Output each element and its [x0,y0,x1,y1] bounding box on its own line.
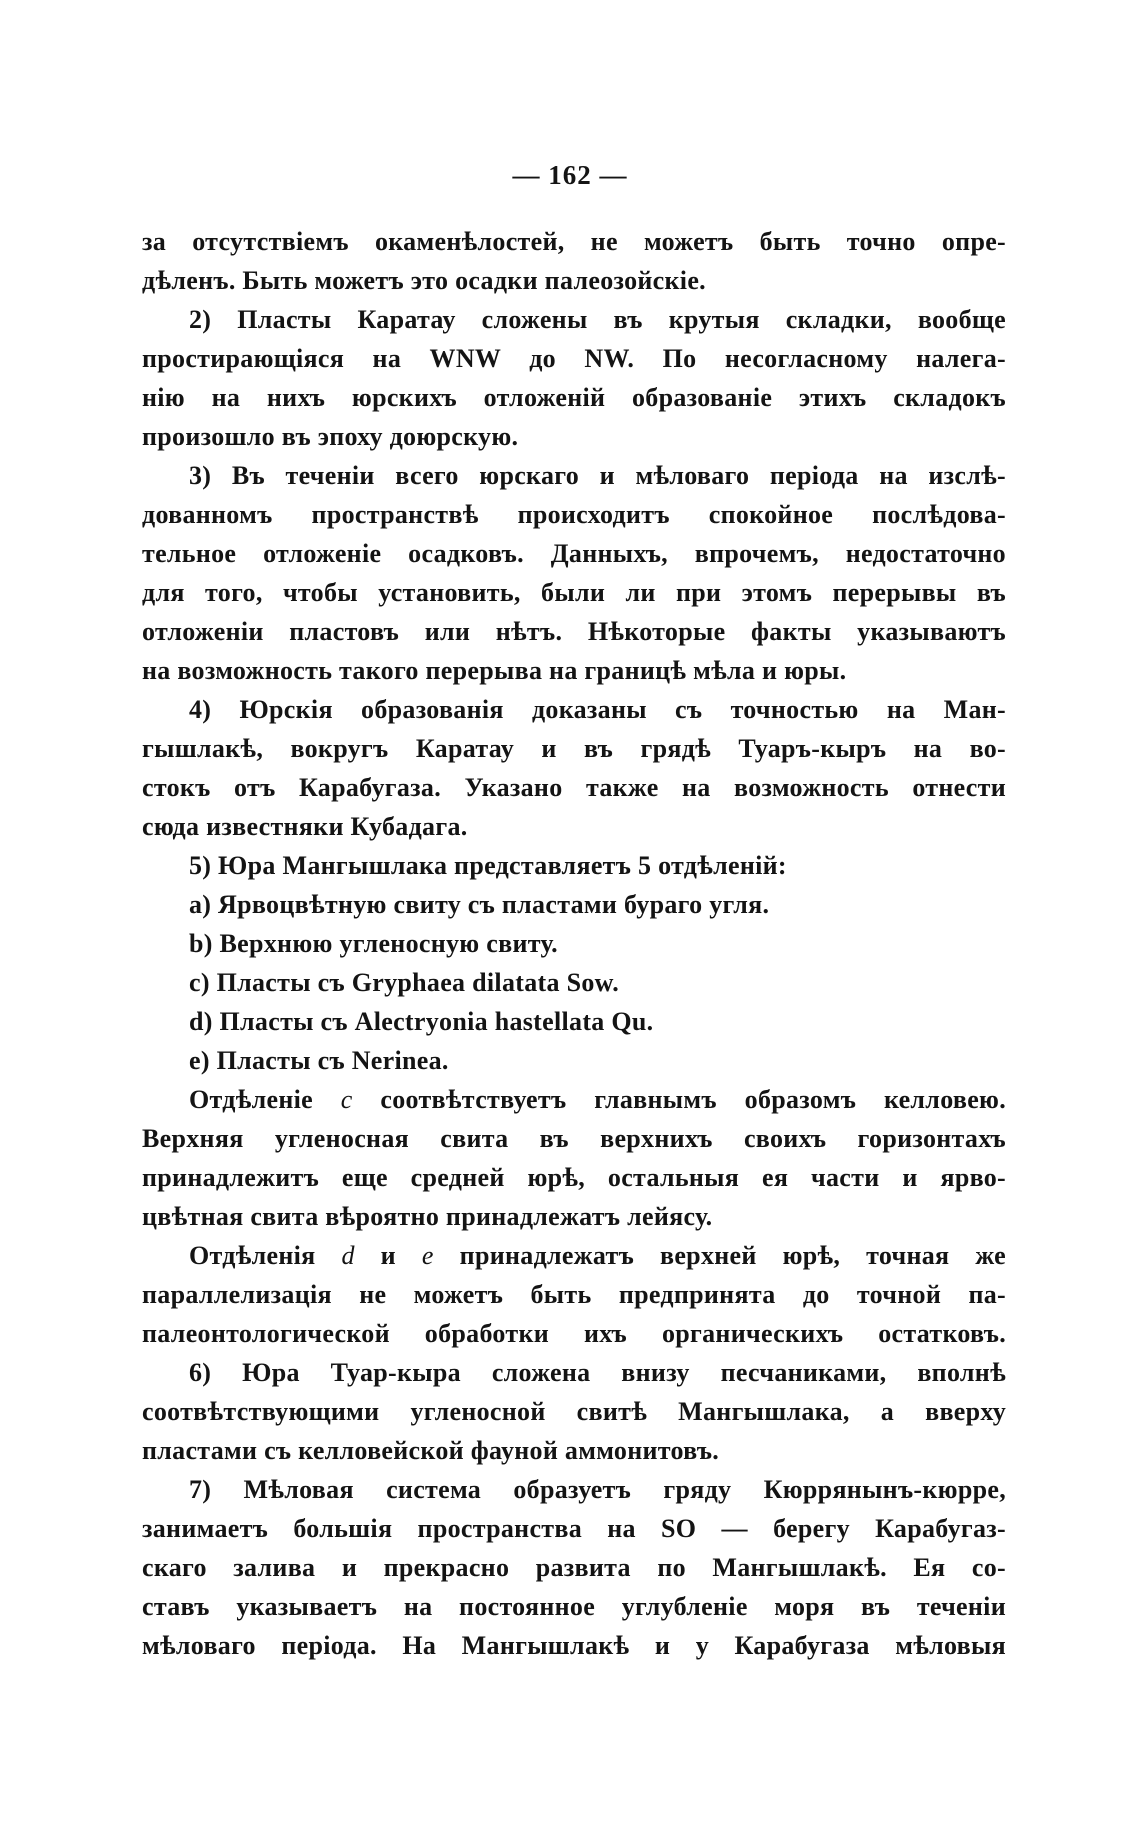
text-line: 2) Пласты Каратау сложены въ крутыя складки, вообще [189,305,1006,334]
italic-letter: c [340,1085,353,1114]
text-line [142,1080,1006,1119]
text-line: стокъ отъ Карабугаза. Указано также на возможность отнести [142,773,1006,802]
text-line: дованномъ пространствѣ происходитъ спокойное послѣдова- [142,500,1006,529]
list-item: e) Пласты съ Nerinea. [189,1046,449,1075]
text-line: сюда известняки Кубадага. [142,812,468,841]
text-line: произошло въ эпоху доюрскую. [142,422,519,451]
text-line: пластами съ келловейской фауной аммонитовъ. [142,1436,720,1465]
list-item: d) Пласты съ Alectryonia hastellata Qu. [189,1007,654,1036]
page-body-text [142,222,1006,1665]
text-line: 6) Юра Туар-кыра сложена внизу песчаниками, вполнѣ [189,1358,1006,1387]
text-line: отложеніи пластовъ или нѣтъ. Нѣкоторые факты указываютъ [142,617,1006,646]
text-line: 4) Юрскія образованія доказаны съ точностью на Ман- [189,695,1006,724]
text-line: тельное отложеніе осадковъ. Данныхъ, впрочемъ, недостаточно [142,539,1006,568]
list-item: b) Верхнюю угленосную свиту. [189,929,558,958]
list-item: а) Ярвоцвѣтную свиту съ пластами бураго угля. [189,890,770,919]
text-line: палеонтологической обработки ихъ органическихъ остатковъ. [142,1319,1006,1348]
text-line: принадлежитъ еще средней юрѣ, остальныя ея части и ярво- [142,1163,1006,1192]
list-item: c) Пласты съ Gryphaea dilatata Sow. [189,968,620,997]
text-line: дѣленъ. Быть можетъ это осадки палеозойскіе. [142,266,706,295]
text-line: занимаетъ большія пространства на SO — берегу Карабугаз- [142,1514,1006,1543]
text-line: 5) Юра Мангышлака представляетъ 5 отдѣленій: [189,851,787,880]
text-line: нію на нихъ юрскихъ отложеній образованіе этихъ складокъ [142,383,1006,412]
text-segment: и [354,1241,422,1270]
text-segment: Отдѣленіе [189,1085,341,1114]
text-line: Верхняя угленосная свита въ верхнихъ своихъ горизонтахъ [142,1124,1006,1153]
text-line: параллелизація не можетъ быть предпринята до точной па- [142,1280,1006,1309]
italic-letter: e [421,1241,434,1270]
text-line: ставъ указываетъ на постоянное углубленіе моря въ теченіи [142,1592,1006,1621]
italic-letter: d [341,1241,355,1270]
text-line: 7) Мѣловая система образуетъ гряду Кюррянынъ-кюрре, [189,1475,1006,1504]
text-line: за отсутствіемъ окаменѣлостей, не можетъ быть точно опре- [142,227,1006,256]
text-line: на возможность такого перерыва на границѣ мѣла и юры. [142,656,847,685]
text-line [142,1236,1006,1275]
text-line: для того, чтобы установить, были ли при этомъ перерывы въ [142,578,1006,607]
text-line: цвѣтная свита вѣроятно принадлежатъ лейясу. [142,1202,713,1231]
text-line: 3) Въ теченіи всего юрскаго и мѣловаго періода на изслѣ- [189,461,1006,490]
text-line: мѣловаго періода. На Мангышлакѣ и у Карабугаза мѣловыя [142,1631,1006,1660]
text-segment: принадлежатъ верхней юрѣ, точная же [433,1241,1006,1270]
text-line: скаго залива и прекрасно развита по Мангышлакѣ. Ея со- [142,1553,1006,1582]
text-segment: соотвѣтствуетъ главнымъ образомъ келловею. [352,1085,1006,1114]
text-line: гышлакѣ, вокругъ Каратау и въ грядѣ Туаръ-кыръ на во- [142,734,1006,763]
text-line: соотвѣтствующими угленосной свитѣ Мангышлака, а вверху [142,1397,1006,1426]
text-segment: Отдѣленія [189,1241,342,1270]
text-line: простирающіяся на WNW до NW. По несогласному налега- [142,344,1006,373]
page-number: — 162 — [512,160,628,190]
